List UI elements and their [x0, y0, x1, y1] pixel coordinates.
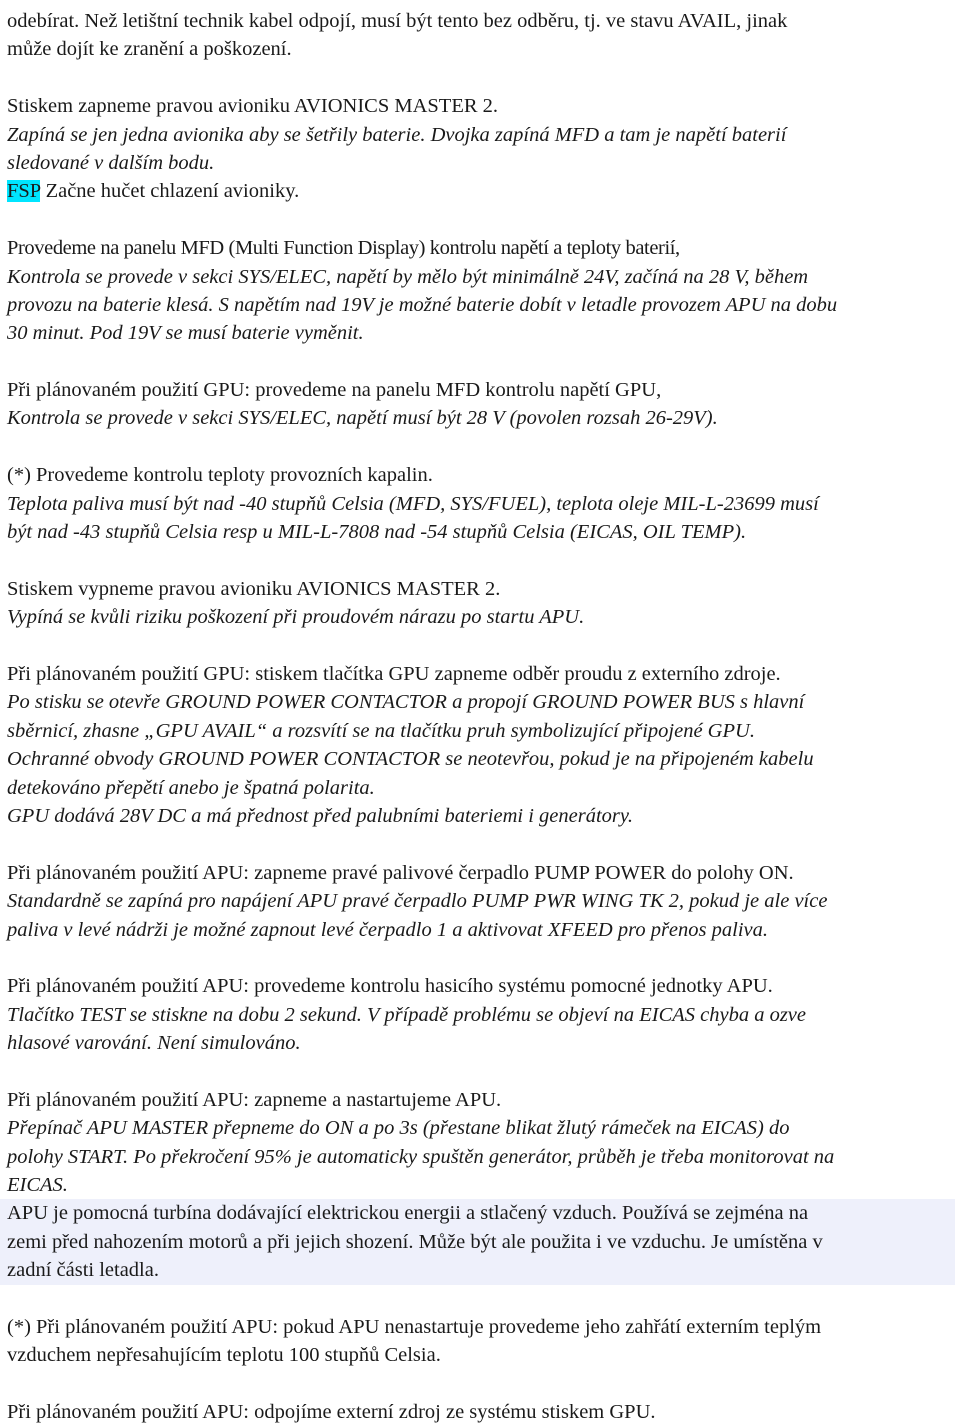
paragraph-gap [7, 1370, 955, 1398]
paragraph-gap [7, 64, 955, 92]
paragraph-gap [7, 546, 955, 574]
text-line: paliva v levé nádrži je možné zapnout levé čerpadlo 1 a aktivovat XFEED pro přenos paliva. [7, 918, 768, 941]
text-line: sběrnicí, zhasne „GPU AVAIL“ a rozsvítí se na tlačítku pruh symbolizující připojené GPU. [7, 719, 755, 742]
text-line: může dojít ke zranění a poškození. [7, 38, 292, 61]
text-line: GPU dodává 28V DC a má přednost před palubními bateriemi i generátory. [7, 804, 633, 827]
text-line: zemi před nahozením motorů a při jejich shození. Může být ale použita i ve vzduchu. Je umístěna v [7, 1230, 823, 1253]
text-span: Začne hučet chlazení avioniky. [40, 180, 300, 203]
text-line: Při plánovaném použití APU: zapneme a nastartujeme APU. [7, 1088, 502, 1111]
paragraph-gap [7, 348, 955, 376]
paragraph-gap [7, 206, 955, 234]
text-line: Stiskem zapneme pravou avioniku AVIONICS MASTER 2. [7, 95, 499, 118]
text-line: Při plánovaném použití APU: zapneme pravé palivové čerpadlo PUMP POWER do polohy ON. [7, 861, 794, 884]
text-line: Kontrola se provede v sekci SYS/ELEC, napětí by mělo být minimálně 24V, začíná na 28 V, během [7, 265, 809, 288]
text-line: Provedeme na panelu MFD (Multi Function Display) kontrolu napětí a teploty baterií, [7, 237, 680, 260]
text-line: hlasové varování. Není simulováno. [7, 1032, 301, 1055]
text-line: EICAS. [7, 1174, 68, 1197]
text-line: Vypíná se kvůli riziku poškození při proudovém nárazu po startu APU. [7, 606, 585, 629]
text-line: Ochranné obvody GROUND POWER CONTACTOR se neotevřou, pokud je na připojeném kabelu [7, 748, 814, 771]
text-line: odebírat. Než letištní technik kabel odpojí, musí být tento bez odběru, tj. ve stavu AVAIL, jinak [7, 10, 788, 32]
text-line: Přepínač APU MASTER přepneme do ON a po 3s (přestane blikat žlutý rámeček na EICAS) do [7, 1117, 790, 1140]
text-line: Teplota paliva musí být nad -40 stupňů Celsia (MFD, SYS/FUEL), teplota oleje MIL-L-23699 musí [7, 492, 819, 515]
paragraph-gap [7, 433, 955, 461]
text-line: polohy START. Po překročení 95% je automaticky spuštěn generátor, průběh je třeba monitorovat na [7, 1145, 835, 1168]
text-line: detekováno přepětí anebo je špatná polarita. [7, 776, 375, 799]
text-line [7, 177, 955, 205]
document-page [7, 7, 955, 1427]
text-line: Při plánovaném použití APU: odpojíme externí zdroj ze systému stiskem GPU. [7, 1401, 656, 1424]
text-line: (*) Provedeme kontrolu teploty provozních kapalin. [7, 464, 433, 487]
text-line: provozu na baterie klesá. S napětím nad 19V je možné baterie dobít v letadle provozem APU na dobu [7, 293, 838, 316]
apu-note-block [0, 1199, 955, 1284]
text-line: Tlačítko TEST se stiskne na dobu 2 sekund. V případě problému se objeví na EICAS chyba a ozve [7, 1003, 807, 1026]
paragraph-gap [7, 1057, 955, 1085]
text-line: Stiskem vypneme pravou avioniku AVIONICS MASTER 2. [7, 577, 501, 600]
text-line: (*) Při plánovaném použití APU: pokud APU nenastartuje provedeme jeho zahřátí externím teplým [7, 1315, 822, 1338]
text-line: Kontrola se provede v sekci SYS/ELEC, napětí musí být 28 V (povolen rozsah 26-29V). [7, 407, 718, 430]
text-line: APU je pomocná turbína dodávající elektrickou energii a stlačený vzduch. Používá se zejména na [7, 1202, 809, 1225]
paragraph-gap [7, 632, 955, 660]
text-line: Při plánovaném použití GPU: provedeme na panelu MFD kontrolu napětí GPU, [7, 379, 662, 402]
text-line: Při plánovaném použití APU: provedeme kontrolu hasicího systému pomocné jednotky APU. [7, 975, 773, 998]
paragraph-gap [7, 830, 955, 858]
text-line: sledované v dalším bodu. [7, 151, 215, 174]
text-line: Zapíná se jen jedna avionika aby se šetřily baterie. Dvojka zapíná MFD a tam je napětí baterií [7, 123, 787, 146]
text-line: zadní části letadla. [7, 1259, 159, 1282]
text-line: 30 minut. Pod 19V se musí baterie vyměnit. [7, 322, 364, 345]
text-line: Při plánovaném použití GPU: stiskem tlačítka GPU zapneme odběr proudu z externího zdroje. [7, 662, 781, 685]
fsp-highlight-tag: FSP [7, 180, 41, 203]
text-line: Po stisku se otevře GROUND POWER CONTACTOR a propojí GROUND POWER BUS s hlavní [7, 691, 805, 714]
text-line: být nad -43 stupňů Celsia resp u MIL-L-7808 nad -54 stupňů Celsia (EICAS, OIL TEMP). [7, 521, 747, 544]
text-line: Standardně se zapíná pro napájení APU pravé čerpadlo PUMP PWR WING TK 2, pokud je ale více [7, 890, 828, 913]
paragraph-gap [7, 1285, 955, 1313]
text-line: vzduchem nepřesahujícím teplotu 100 stupňů Celsia. [7, 1344, 441, 1367]
paragraph-gap [7, 944, 955, 972]
